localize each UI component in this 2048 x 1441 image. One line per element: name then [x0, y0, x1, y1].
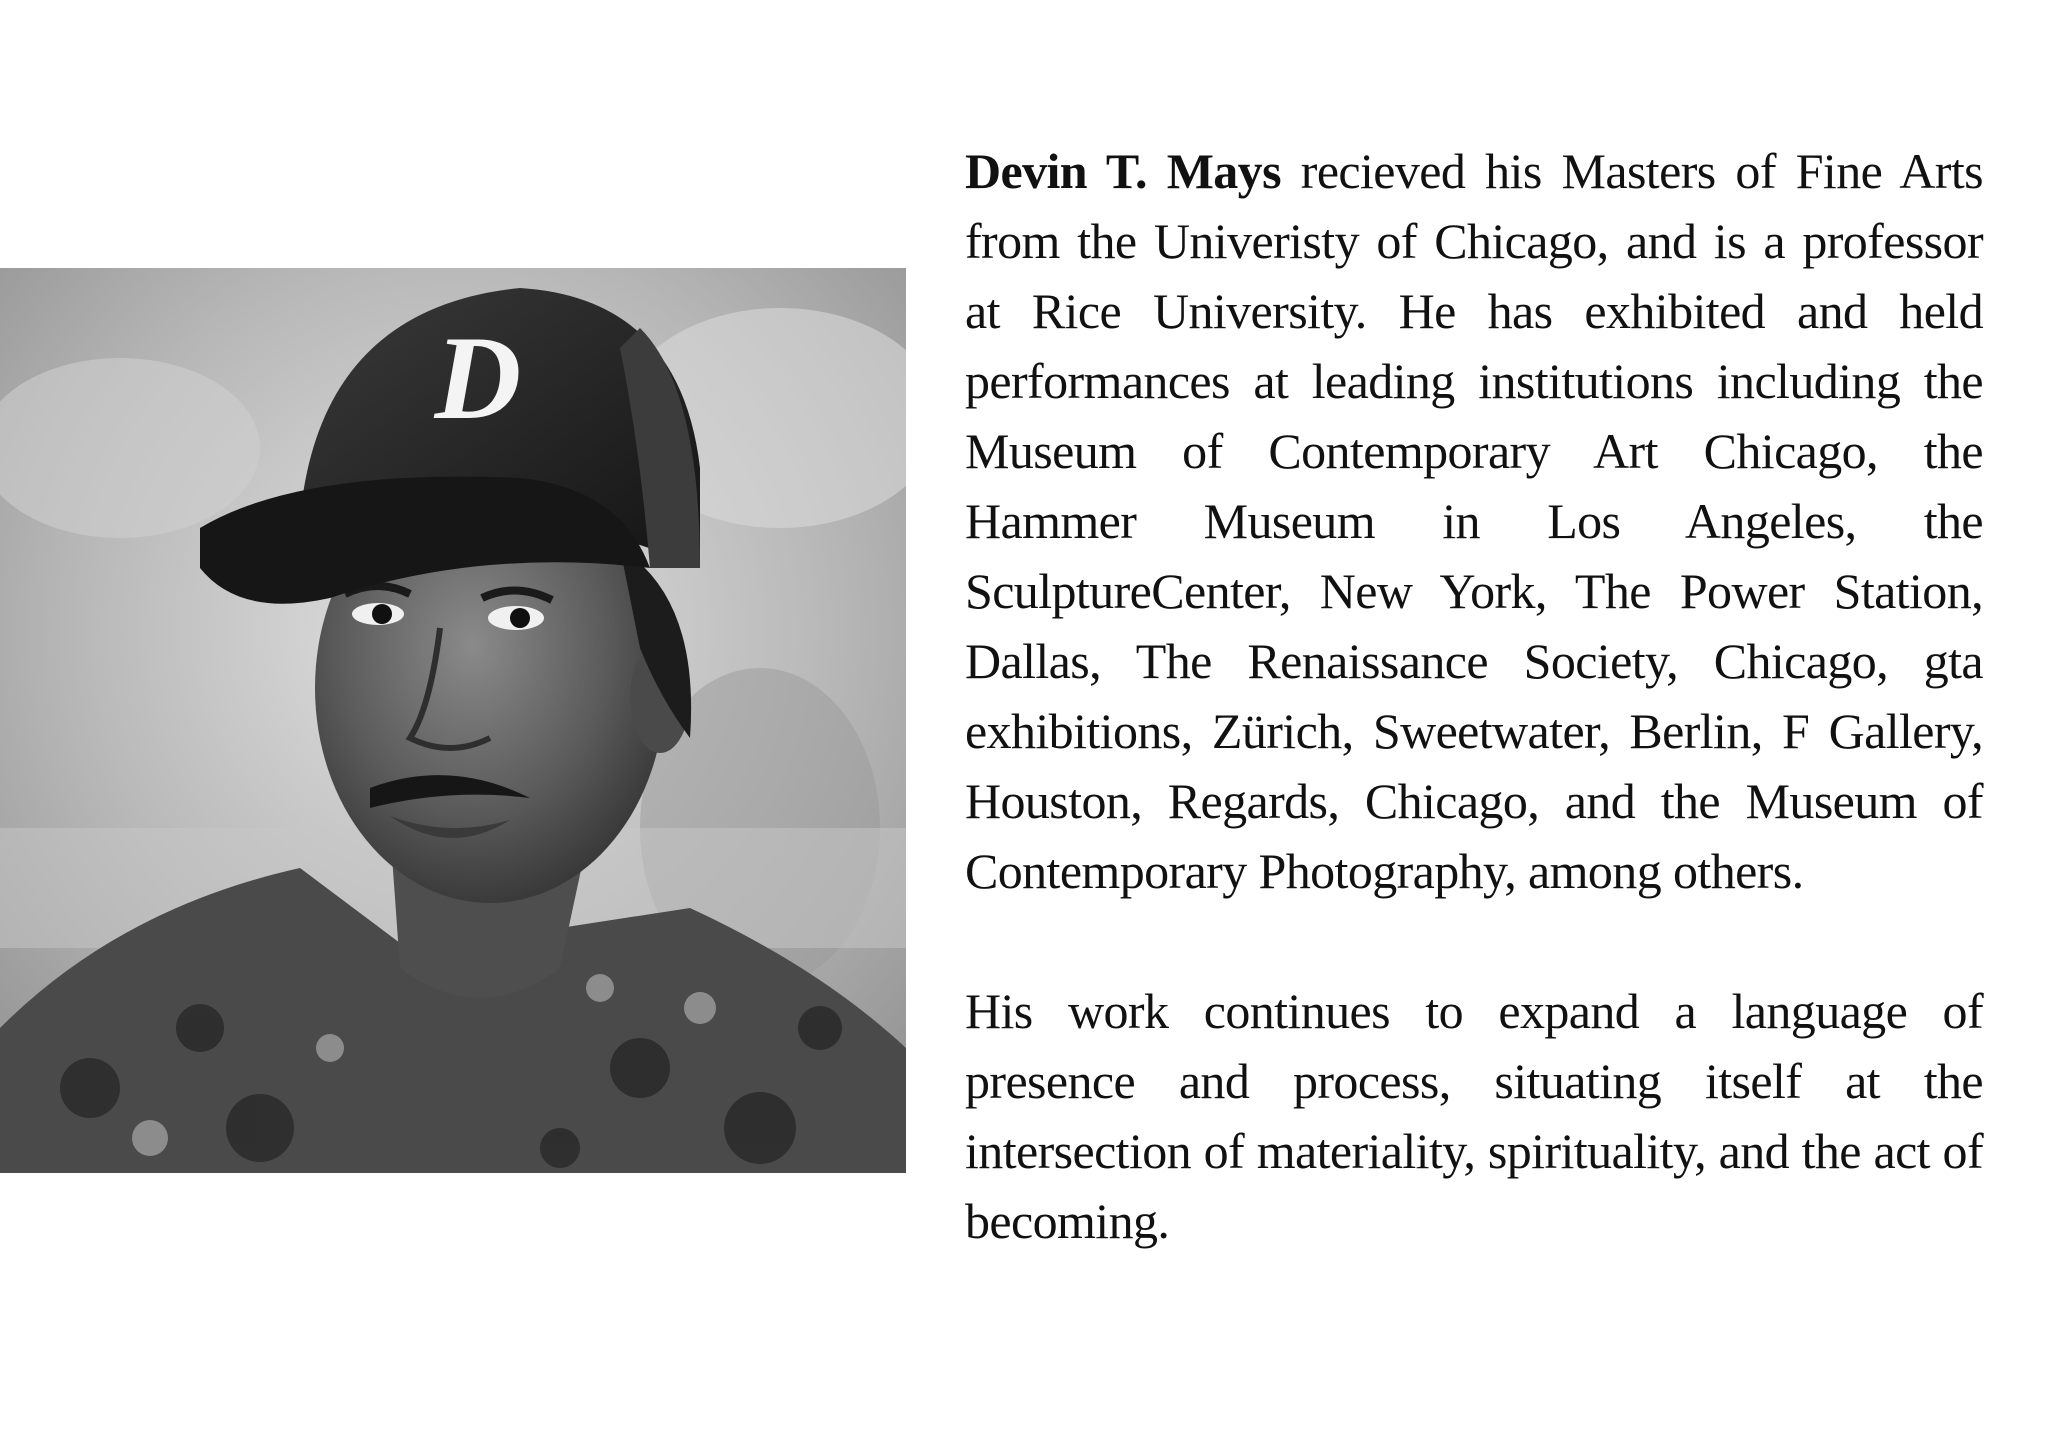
- artist-bio: [965, 136, 1983, 1256]
- cap-logo-letter: D: [434, 311, 522, 444]
- artist-name: Devin T. Mays: [965, 143, 1281, 199]
- bio-paragraph-2: His work continues to expand a language of presence and process, situating itself at the intersection of materiality, spirituality, and the act of becoming.: [965, 983, 1983, 1249]
- portrait-photo: [0, 268, 906, 1173]
- bio-paragraph-1-text: recieved his Masters of Fine Arts from the Univeristy of Chicago, and is a professor at Rice University. He has exhibited and held performances at leading institutions including the Museum of Contemporary Art Chicago, the Hammer Museum in Los Angeles, the SculptureCenter, New York, The Power Station, Dallas, The Renaissance Society, Chicago, gta exhibitions, Zürich, Sweetwater, Berlin, F Gallery, Houston, Regards, Chicago, and the Museum of Contemporary Photography, among others.: [965, 143, 1983, 899]
- portrait-illustration: [0, 268, 906, 1173]
- bio-paragraph-1: [965, 136, 1983, 906]
